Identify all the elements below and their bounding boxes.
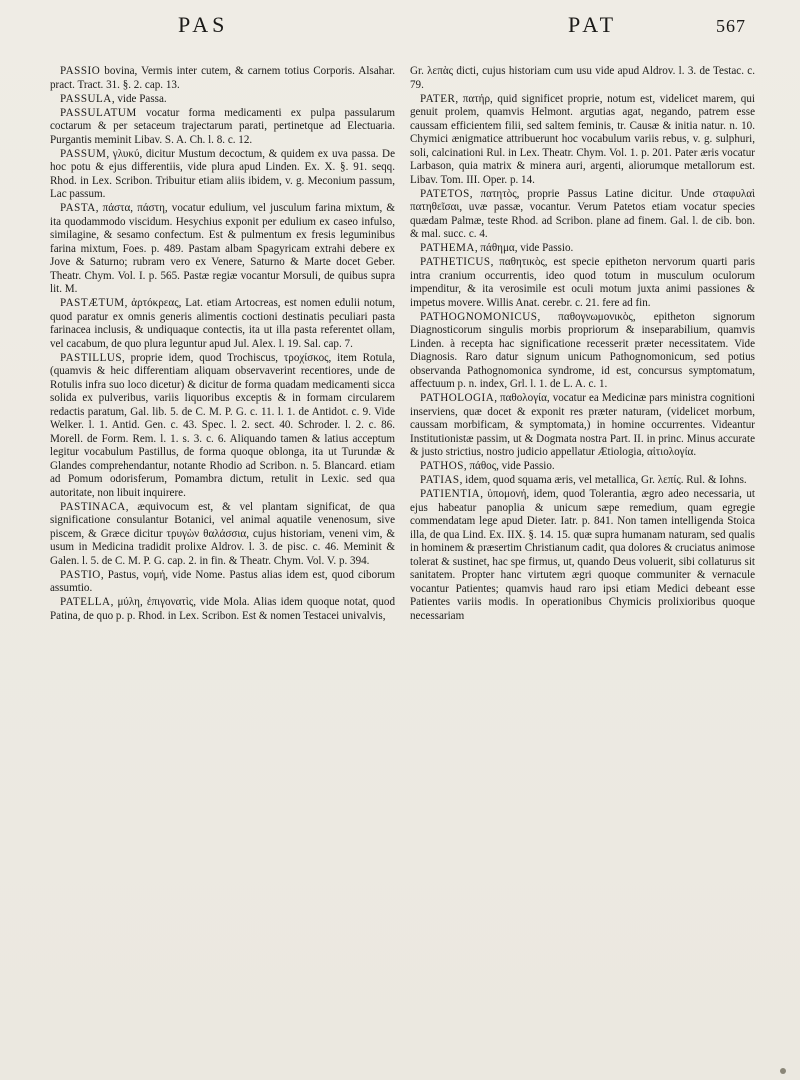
entry-headword: PATER [420,92,456,105]
dictionary-entry [410,460,755,474]
entry-headword: PASTIO [60,568,101,581]
entry-headword: PATELLA [60,596,111,608]
dictionary-entry [50,107,395,148]
entry-headword: PATHOLOGIA [420,392,495,404]
dictionary-entry [410,188,755,242]
dictionary-entry [50,501,395,569]
entry-text: vocatur forma medicamenti ex pulpa passularum coctarum & per setaceum trajectarum parati, pertinetque ad Electuaria. Purgantis meminit Libav. S. A. Ch. l. 8. c. 12. [50,106,395,146]
left-column [50,65,395,624]
entry-headword: PASSUM [60,147,107,160]
entry-text: , æquivocum est, & vel plantam significat, de qua significatione consulantur Botanici, vel animal aquatile venenosum, sive piscem, & Græce dicitur τρυγὼν θαλάσσια, cujus historiam, veneni vim, & usum in Medicina tradidit prolixe Aldrov. l. 3. de pisc. c. 46. Meminit & Galen. l. 5. de C. M. P. G. cap. 2. in fin. & Theatr. Chym. Vol. V. p. 394. [50,500,395,567]
entry-headword: PASSIO [60,65,101,77]
entry-headword: PATIAS [420,474,460,486]
entry-headword: PATIENTIA [420,488,481,500]
entry-headword: PATHETICUS [420,256,491,268]
entry-headword: PATETOS [420,187,470,200]
entry-text: , μύλη, ἐπιγονατὶς, vide Mola. Alias idem quoque notat, quod Patina, de quo p. p. Rhod. in Lex. Scribon. Est & nomen Testacei univalvis, [50,596,395,622]
entry-text: Gr. λεπὰς dicti, cujus historiam cum usu vide apud Aldrov. l. 3. de Testac. c. 79. [410,65,755,91]
dictionary-entry [410,256,755,310]
entry-text: , παθολογία, vocatur ea Medicinæ pars ministra cognitioni inserviens, quæ docet & exponit res præter naturam, (videlicet morbum, caussam morbificam, & symptomata,) in homine occurrentes. Videantur Institutionistæ passim, ut & Dogmata nostra Part. II. in princ. Minus accurate & justo strictius, nostro judicio appellatur Ætiologia, αἰτιολογία. [410,392,755,458]
entry-text: bovina, Vermis inter cutem, & carnem totius Corporis. Alsahar. pract. Tract. 31. §. 2. cap. 13. [50,65,395,91]
dictionary-entry [50,352,395,501]
entry-headword: PATHOS [420,460,464,472]
entry-headword: PASSULA [60,92,112,105]
dictionary-entry [410,93,755,188]
dictionary-entry [50,297,395,351]
entry-text: , idem, quod squama æris, vel metallica, Gr. λεπίς. Rul. & Iohns. [459,474,747,486]
dictionary-entry [50,202,395,297]
entry-headword: PATHOGNOMONICUS [420,310,538,323]
page-speck [780,1068,786,1074]
dictionary-entry [410,242,755,256]
page-number: 567 [716,16,746,36]
entry-text: , ἀρτόκρεας, Lat. etiam Artocreas, est nomen edulii notum, quod paratur ex omnis generis alimentis coctioni destinatis peculiari pasta farinacea inclusis, & undiquaque contectis, ita ut illa pasta referentet ollam, vel cacabum, de quo plura leguntur apud Jul. Alex. l. 19. Sal. cap. 7. [50,297,395,350]
entry-headword: PASTÆTUM [60,297,125,309]
entry-text: , γλυκύ, dicitur Mustum decoctum, & quidem ex uva passa. De hoc potu & ejus differentiis, vide plura apud Linden. Ex. X. §. 91. seqq. Rhod. in Lex. Scribon. Tribuitur etiam aliis ibidem, v. g. Meconium passum, Lac passum. [50,147,395,200]
dictionary-entry [410,311,755,392]
entry-text: , Pastus, νομή, vide Nome. Pastus alias idem est, quod ciborum assumtio. [50,568,395,594]
entry-text: , πατήρ, quid significet proprie, notum est, videlicet marem, qui genuit prolem, quamvis Helmont. argutias agat, negando, patrem esse caussam efficientem filii, sed saltem feminis, tr. Causæ & initia natur. n. 10. Chymici ænigmatice attribuerunt hoc vocabulum variis rebus, v. g. sulphuri, soli, calcinationi Rul. in Lex. Theatr. Chym. Vol. 1. p. 201. Pater æris vocatur Larbason, quia matrix & minera auri, argenti, aliorumque metallorum est. Libav. Tom. III. Oper. p. 14. [410,92,755,186]
dictionary-entry [50,569,395,596]
entry-headword: PASTA [60,202,96,214]
entry-text: , παθογνωμονικὸς, epitheton signorum Diagnosticorum singulis morbis propriorum & inseparabilium, quamvis Linden. à recepta hac significatione recesserit præter necessitatem. Vide Diagnosis. Raro datur signum unicum Pathognomonicum, sed potius observanda Pathognomonica syndrome, id est, concursus symptomatum, affectuum p. n. index, Grl. l. 1. de L. A. c. 1. [410,310,755,390]
page-header [0,12,800,52]
right-column [410,65,755,624]
entry-headword: PASTILLUS [60,351,123,364]
left-running-head: PAS [178,12,229,37]
entry-headword: PATHEMA [420,242,475,254]
dictionary-entry [410,65,755,92]
dictionary-entry [410,488,755,623]
entry-text: , proprie idem, quod Trochiscus, τροχίσκος, item Rotula, (quamvis & heic differentiam aliquam observaverint recentiores, unde de Rotulis infra suo loco dicetur) & dicitur de forma quadam medicamenti sicca solida ex pulveribus, variis liquoribus exceptis & in formam circularem redactis paratum, Gal. lib. 5. de C. M. P. G. c. 11. l. 1. de Antidot. c. 9. Vide Welker. l. 1. Antid. Gen. c. 43. Spec. l. 2. sect. 40. Schroder. l. 2. c. 86. Morell. de Form. Rem. l. 1. s. 3. c. 6. Aliquando tamen & latius acceptum legitur vocabulum Pastillus, de forma quoque oblonga, ita ut Turundæ & Glandes comprehendantur, notante Rhodio ad Scribon. n. 5. Blancard. etiam ad Pomum odorisferum, Pomambra dictum, retulit in Lexic. sed qua autoritate, non libuit inquirere. [50,351,395,499]
entry-text: , vide Passa. [111,92,167,105]
entry-text: , πατητὸς, proprie Passus Latine dicitur. Unde σταφυλαὶ πατηθεῖσαι, uvæ passæ, vocantur. Verum Patetos etiam vocatur species quædam Palmæ, teste Rhod. ad Scribon. plane ad finem. Gal. l. de cib. bon. & mal. succ. c. 4. [410,187,755,240]
entry-text: , πάστα, πάστη, vocatur edulium, vel jusculum farina mixtum, & ita quodammodo viscidum. Hesychius exponit per edulium ex caseo infulso, similagine, & sesamo confectum. Est & pulmentum ex fresis leguminibus farina mixtum, Foes. p. 489. Pastam albam Spagyricam extrahi debere ex Jove & Saturno; rubram vero ex Venere, Saturno & Marte docet Geber. Theatr. Chym. Vol. I. p. 565. Pastæ regiæ vocantur Morsuli, de quibus supra lit. M. [50,202,395,295]
dictionary-entry [410,474,755,488]
right-running-head: PAT [568,12,618,37]
dictionary-entry [50,148,395,202]
dictionary-entry [50,93,395,107]
entry-headword: PASTINACA [60,500,126,513]
dictionary-entry [50,596,395,623]
entry-text: , πάθημα, vide Passio. [474,242,574,254]
entry-text: , πάθος, vide Passio. [463,460,555,472]
dictionary-entry [50,65,395,92]
entry-text: , ὑπομονή, idem, quod Tolerantia, ægro adeo necessaria, ut ejus habeatur panoplia & unicum sæpe remedium, quam egregie commendatam lege apud Dieter. Iatr. p. 841. Non tamen intelligenda Stoica illa, de qua Lind. Ex. IIX. §. 14. 15. quæ supra humanam naturam, sed qualis in hominem & præsertim Christianum cadit, qua dolores & cruciatus animose tolerat & sustinet, hac spe firmus, ut, quando Deus voluerit, sibi collaturus sit sanitatem. Propter hanc virtutem ægri quoque communiter & vernacule vocantur Patientes; quamvis haud raro ipsi etiam Medici debeant esse Patientes variis modis. In operationibus Chymicis prolixioribus quoque necessariam [410,488,755,622]
dictionary-entry [410,392,755,460]
entry-text: , παθητικὸς, est specie epitheton nervorum quarti paris intra cranium occurrentis, ideo quod totum in musculum oculorum impenditur, & ita verosimile est oculi motum juxta animi passiones & impetus movere. Willis Anat. cerebr. c. 21. fere ad fin. [410,256,755,309]
entry-headword: PASSULATUM [60,106,137,119]
